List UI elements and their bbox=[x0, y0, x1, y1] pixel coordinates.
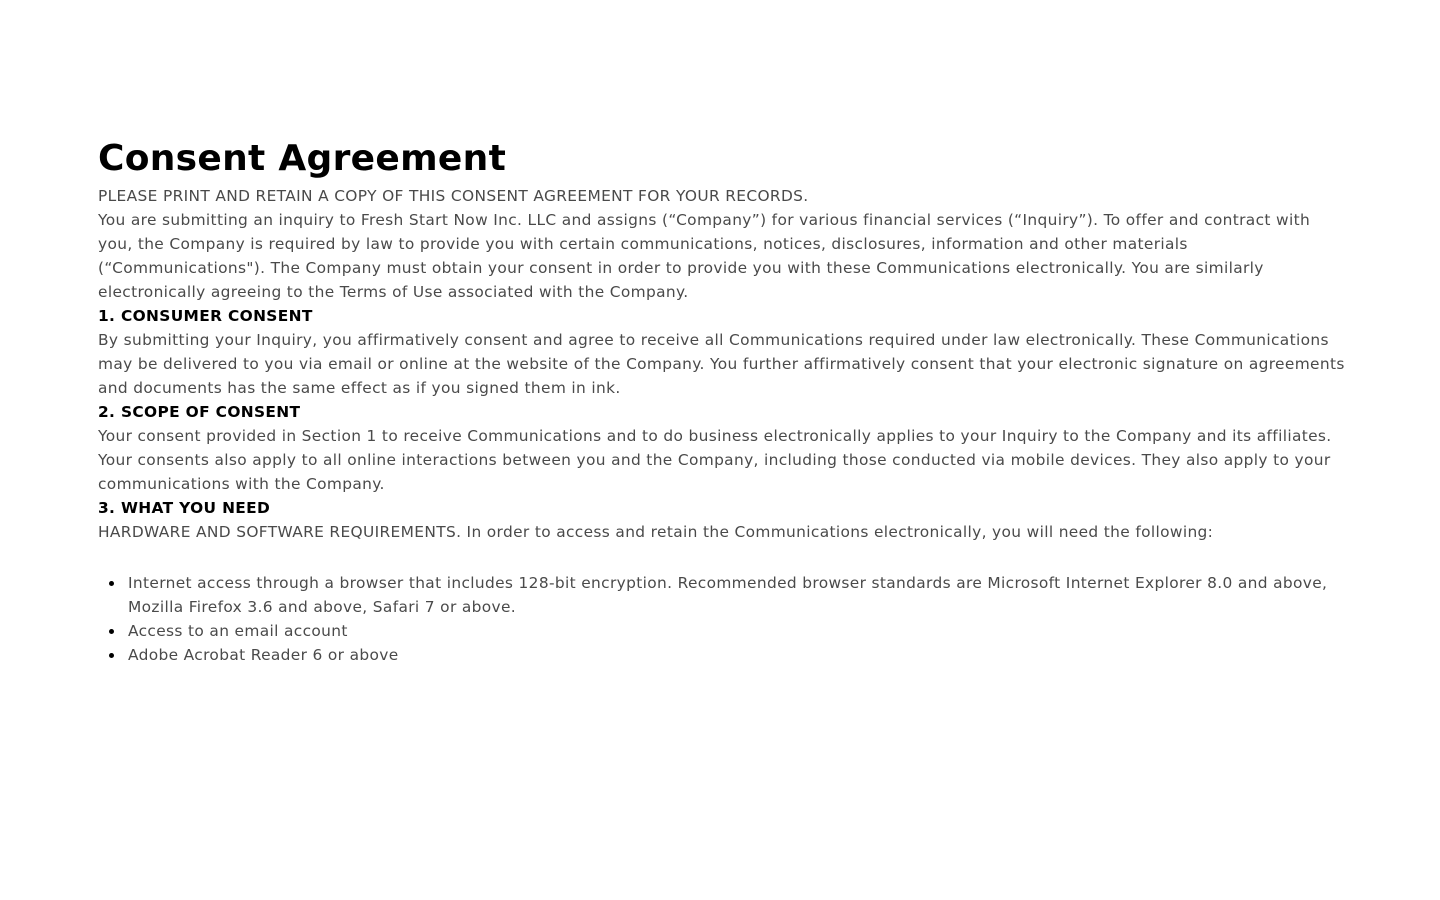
list-item-text: Access to an email account bbox=[128, 622, 348, 640]
list-item bbox=[128, 571, 1348, 619]
bullet-icon bbox=[109, 629, 114, 634]
section-heading-what-you-need: 3. WHAT YOU NEED bbox=[98, 499, 271, 517]
bullet-icon bbox=[109, 581, 114, 586]
section-body-scope-of-consent: Your consent provided in Section 1 to receive Communications and to do business electronically applies to your Inquiry to the Company and its affiliates. Your consents also apply to all online interactions between you and the Company, including those conducted via mobile devices. They also apply to your communications with the Company. bbox=[98, 427, 1332, 493]
section-body-what-you-need: HARDWARE AND SOFTWARE REQUIREMENTS. In order to access and retain the Communications electronically, you will need the following: bbox=[98, 523, 1214, 541]
list-item bbox=[128, 643, 1348, 667]
bullet-icon bbox=[109, 653, 114, 658]
section-body-consumer-consent: By submitting your Inquiry, you affirmatively consent and agree to receive all Communications required under law electronically. These Communications may be delivered to you via email or online at the website of the Company. You further affirmatively consent that your electronic signature on agreements and documents has the same effect as if you signed them in ink. bbox=[98, 331, 1345, 397]
list-item-text: Adobe Acrobat Reader 6 or above bbox=[128, 646, 399, 664]
print-notice: PLEASE PRINT AND RETAIN A COPY OF THIS CONSENT AGREEMENT FOR YOUR RECORDS. bbox=[98, 187, 809, 205]
intro-paragraph: You are submitting an inquiry to Fresh Start Now Inc. LLC and assigns (“Company”) for various financial services (“Inquiry”). To offer and contract with you, the Company is required by law to provide you with certain communications, notices, disclosures, information and other materials (“Communications"). The Company must obtain your consent in order to provide you with these Communications electronically. You are similarly electronically agreeing to the Terms of Use associated with the Company. bbox=[98, 211, 1311, 301]
document-content bbox=[98, 134, 1348, 667]
page-title: Consent Agreement bbox=[98, 138, 507, 179]
list-item-text: Internet access through a browser that includes 128-bit encryption. Recommended browser standards are Microsoft Internet Explorer 8.0 and above, Mozilla Firefox 3.6 and above, Safari 7 or above. bbox=[128, 574, 1328, 616]
section-heading-consumer-consent: 1. CONSUMER CONSENT bbox=[98, 307, 313, 325]
section-heading-scope-of-consent: 2. SCOPE OF CONSENT bbox=[98, 403, 301, 421]
list-item bbox=[128, 619, 1348, 643]
requirements-list bbox=[98, 571, 1348, 667]
